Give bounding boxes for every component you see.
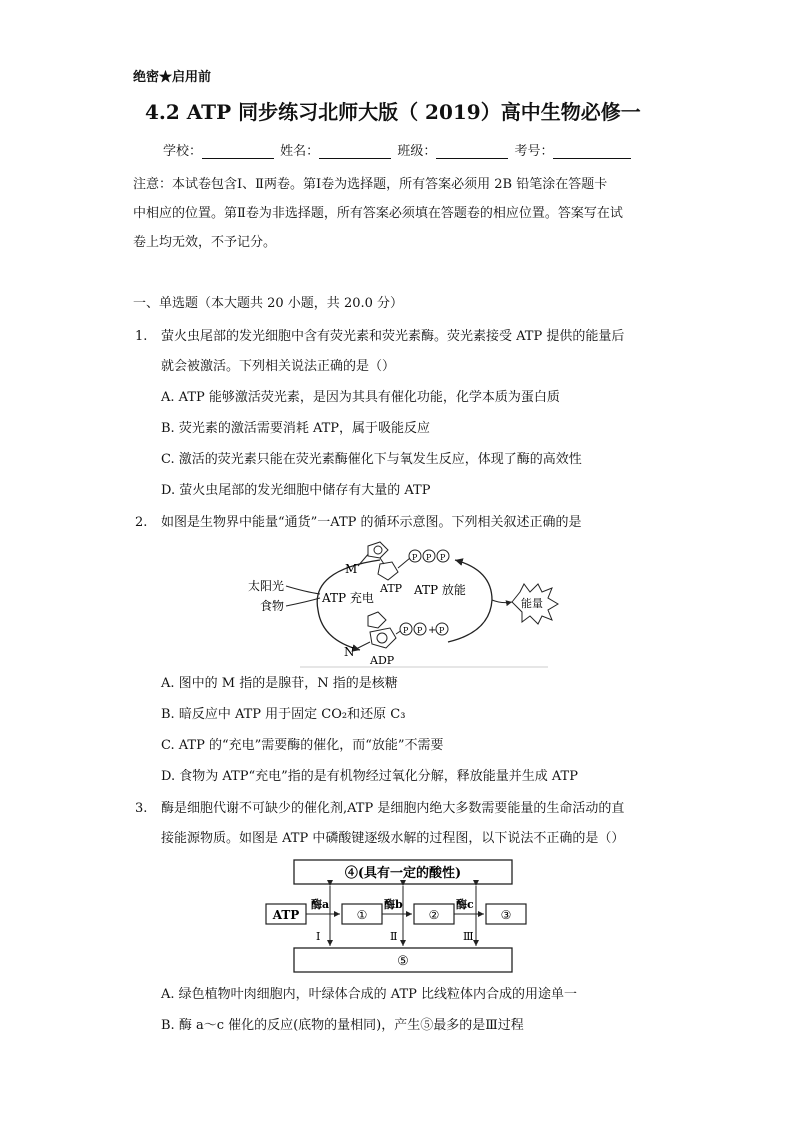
question-2-option-c[interactable]: C. ATP 的“充电”需要酶的催化，而“放能”不需要 [161,738,444,753]
question-1-option-a[interactable]: A. ATP 能够激活荧光素，是因为其具有催化功能，化学本质为蛋白质 [161,390,560,405]
atp-release-label: ATP 放能 [414,583,466,597]
adenine-ring-top [368,542,388,558]
question-3-number: 3. [135,801,148,816]
question-2-number: 2. [135,515,148,530]
bottom-box-label: ⑤ [397,954,409,969]
n-pointer [354,642,370,650]
box-1-label: ① [356,908,368,922]
roman-iii-label: Ⅲ [463,930,474,943]
phosphate-3-top-label: P [440,553,446,562]
question-3-option-a[interactable]: A. 绿色植物叶肉细胞内，叶绿体合成的 ATP 比线粒体内合成的用途单一 [161,987,578,1002]
ribose-bottom [370,628,396,648]
box-3-label: ③ [500,908,512,922]
question-1-stem-line-1: 萤火虫尾部的发光细胞中含有荧光素和荧光素酶。荧光素接受 ATP 提供的能量后 [161,329,625,344]
question-2-stem-line-1: 如图是生物界中能量“通货”一ATP 的循环示意图。下列相关叙述正确的是 [161,515,582,530]
school-label: 学校： [163,144,203,159]
roman-ii-label: Ⅱ [390,930,398,943]
adenine-ring-bottom [368,612,386,628]
question-3-option-b[interactable]: B. 酶 a～c 催化的反应(底物的量相同)，产生⑤最多的是Ⅲ过程 [161,1018,524,1033]
question-2-option-b[interactable]: B. 暗反应中 ATP 用于固定 CO₂和还原 C₃ [161,707,406,722]
phosphate-1-top-label: P [412,553,418,562]
exam-no-label: 考号： [514,144,554,159]
page-title: 4.2 ATP 同步练习北师大版（ 2019）高中生物必修一 [145,100,641,124]
class-label: 班级： [397,144,437,159]
enzyme-b-label: 酶b [384,898,403,911]
notice-line-2: 中相应的位置。第Ⅱ卷为非选择题，所有答案必须填在答题卷的相应位置。答案写在试 [133,206,623,221]
question-2-option-a[interactable]: A. 图中的 M 指的是腺苷，N 指的是核糖 [161,676,398,691]
atp-charge-label: ATP 充电 [322,591,374,605]
energy-label: 能量 [521,597,543,610]
exam-no-blank[interactable] [553,145,631,159]
atp-box-label: ATP [272,908,300,922]
phosphate-2-bottom-label: P [417,626,423,635]
sunlight-arrow [286,586,320,594]
name-blank[interactable] [319,145,391,159]
phosphate-2-top-label: P [426,553,432,562]
n-label: N [344,645,355,659]
adp-label: ADP [370,654,395,667]
question-1-option-d[interactable]: D. 萤火虫尾部的发光细胞中储存有大量的 ATP [161,483,431,498]
top-box-label: ④(具有一定的酸性) [344,866,462,881]
notice-line-1: 注意：本试卷包含Ⅰ、Ⅱ两卷。第Ⅰ卷为选择题，所有答案必须用 2B 铅笔涂在答题卡 [133,177,608,192]
enzyme-a-label: 酶a [311,898,330,911]
question-3-stem-line-1: 酶是细胞代谢不可缺少的催化剂,ATP 是细胞内绝大多数需要能量的生命活动的直 [161,801,625,816]
sunlight-label: 太阳光 [248,579,285,593]
plus-sign: + [428,625,437,636]
phosphate-link-top [398,558,410,568]
name-label: 姓名： [280,144,320,159]
free-phosphate-label: P [439,626,445,635]
question-1-stem-line-2: 就会被激活。下列相关说法正确的是（） [161,359,396,374]
confidential-label: 绝密★启用前 [133,70,212,85]
student-info-row [163,140,633,159]
enzyme-c-label: 酶c [456,898,474,911]
question-1-option-c[interactable]: C. 激活的荧光素只能在荧光素酶催化下与氧发生反应，体现了酶的高效性 [161,452,582,467]
question-1-number: 1. [135,329,148,344]
question-2-option-d[interactable]: D. 食物为 ATP“充电”指的是有机物经过氧化分解，释放能量并生成 ATP [161,769,578,784]
phosphate-1-bottom-label: P [403,626,409,635]
ribose-top [378,562,398,580]
food-label: 食物 [260,599,285,613]
notice-line-3: 卷上均无效，不予记分。 [133,235,277,250]
question-3-stem-line-2: 接能源物质。如图是 ATP 中磷酸键逐级水解的过程图，以下说法不正确的是（） [161,831,625,846]
class-blank[interactable] [436,145,508,159]
food-arrow [286,598,320,606]
school-blank[interactable] [202,145,274,159]
box-2-label: ② [428,908,440,922]
m-label: M [345,562,358,576]
atp-label: ATP [380,582,403,595]
release-arc [448,560,492,642]
roman-i-label: Ⅰ [316,930,321,943]
energy-arrow [492,600,512,603]
section-title: 一、单选题（本大题共 20 小题，共 20.0 分） [133,296,404,311]
question-1-option-b[interactable]: B. 荧光素的激活需要消耗 ATP，属于吸能反应 [161,421,431,436]
atp-cycle-figure [240,540,560,670]
atp-hydrolysis-figure [264,858,534,976]
ring-link-top [380,558,384,564]
